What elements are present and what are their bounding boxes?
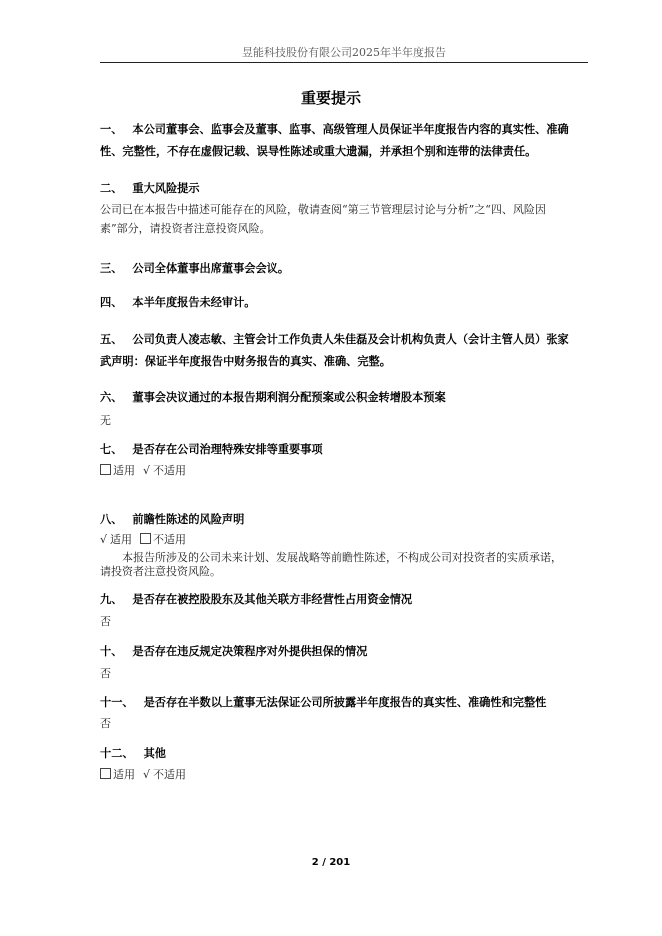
section-10-number: 十、	[100, 644, 123, 658]
section-6-text: 董事会决议通过的本报告期利润分配预案或公积金转增股本预案	[132, 390, 446, 404]
section-5	[100, 328, 590, 372]
section-3-number: 三、	[100, 261, 123, 275]
option-applicable: 适用	[113, 768, 135, 781]
section-6-heading	[100, 386, 590, 408]
option-applicable: 适用	[113, 464, 135, 477]
section-5-text-cont: 武声明：保证半年度报告中财务报告的真实、准确、完整。	[100, 354, 391, 368]
checkmark-icon: √	[100, 533, 108, 546]
option-not-applicable: 不适用	[153, 464, 186, 477]
unchecked-box-icon	[100, 464, 111, 475]
section-12-heading	[100, 742, 590, 764]
section-8-heading	[100, 508, 590, 530]
section-2-body-line2: 素”部分，请投资者注意投资风险。	[100, 222, 271, 235]
section-10-heading	[100, 640, 590, 662]
section-1-text: 本公司董事会、监事会及董事、监事、高级管理人员保证半年度报告内容的真实性、准确	[132, 122, 569, 136]
section-2-number: 二、	[100, 181, 123, 195]
section-2-text: 重大风险提示	[132, 181, 200, 195]
section-10-answer: 否	[100, 667, 111, 680]
section-8-body-line1: 本报告所涉及的公司未来计划、发展战略等前瞻性陈述，不构成公司对投资者的实质承诺，	[122, 551, 562, 564]
header-divider	[100, 62, 588, 63]
section-9-answer: 否	[100, 615, 111, 628]
report-header: 昱能科技股份有限公司2025年半年度报告	[242, 46, 446, 59]
section-7-text: 是否存在公司治理特殊安排等重要事项	[132, 442, 323, 456]
page-title: 重要提示	[300, 89, 361, 107]
section-11-answer: 否	[100, 717, 111, 730]
section-3-text: 公司全体董事出席董事会会议。	[132, 261, 290, 275]
unchecked-box-icon	[100, 768, 111, 779]
section-7-heading	[100, 438, 590, 460]
section-9-number: 九、	[100, 592, 123, 606]
option-not-applicable: 不适用	[153, 768, 186, 781]
section-12-number: 十二、	[100, 746, 134, 760]
section-9-heading	[100, 588, 590, 610]
section-11-number: 十一、	[100, 695, 134, 709]
option-not-applicable: 不适用	[153, 533, 186, 546]
section-5-text: 公司负责人凌志敏、主管会计工作负责人朱佳磊及会计机构负责人（会计主管人员）张家	[132, 332, 569, 346]
section-1	[100, 118, 590, 162]
section-8-text: 前瞻性陈述的风险声明	[132, 512, 245, 526]
section-1-number: 一、	[100, 122, 123, 136]
section-12-text: 其他	[143, 746, 166, 760]
checkmark-icon: √	[143, 464, 151, 477]
section-5-number: 五、	[100, 332, 123, 346]
section-4-text: 本半年度报告未经审计。	[132, 295, 256, 309]
section-7-options	[100, 460, 590, 482]
section-9-text: 是否存在被控股股东及其他关联方非经营性占用资金情况	[132, 592, 413, 606]
unchecked-box-icon	[140, 533, 151, 544]
section-2-heading	[100, 177, 590, 199]
section-10-text: 是否存在违反规定决策程序对外提供担保的情况	[132, 644, 368, 658]
section-6-number: 六、	[100, 390, 123, 404]
section-7-number: 七、	[100, 442, 123, 456]
option-applicable: 适用	[110, 533, 132, 546]
section-2-body	[100, 200, 590, 238]
section-11-heading	[100, 691, 590, 713]
section-8-body-cont: 请投资者注意投资风险。	[100, 565, 221, 578]
section-4-number: 四、	[100, 295, 123, 309]
section-3	[100, 257, 590, 279]
checkmark-icon: √	[143, 768, 151, 781]
section-12-options	[100, 764, 590, 786]
page-number: 2 / 201	[311, 857, 351, 868]
section-2-body-line1: 公司已在本报告中描述可能存在的风险，敬请查阅“第三节管理层讨论与分析”之“四、风险因	[100, 203, 546, 216]
section-6-answer: 无	[100, 414, 111, 427]
section-4	[100, 291, 590, 313]
section-8-number: 八、	[100, 512, 123, 526]
section-11-text: 是否存在半数以上董事无法保证公司所披露半年度报告的真实性、准确性和完整性	[143, 695, 547, 709]
section-1-text-cont: 性、完整性，不存在虚假记载、误导性陈述或重大遗漏，并承担个别和连带的法律责任。	[100, 144, 537, 158]
